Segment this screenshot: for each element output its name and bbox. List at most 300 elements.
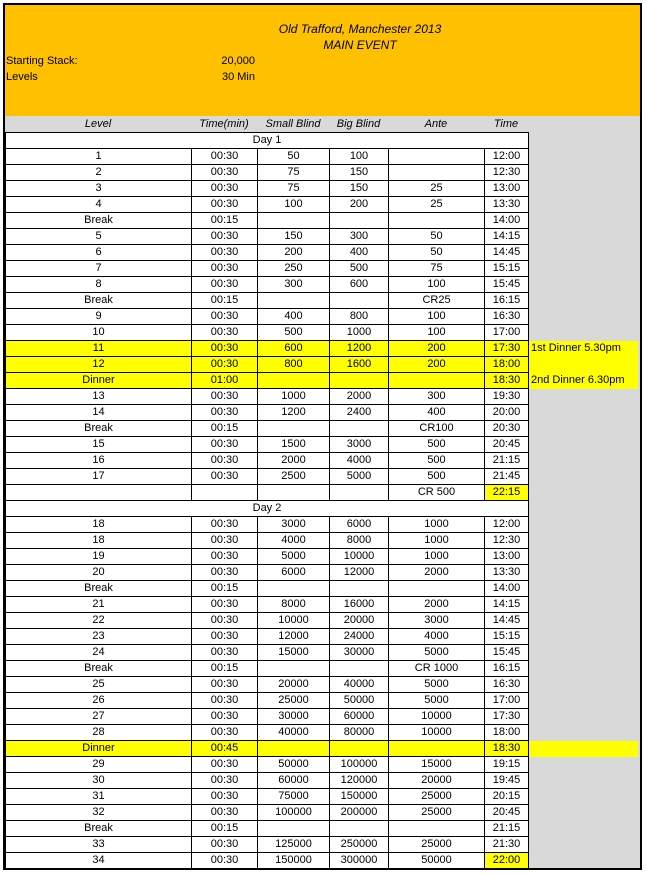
level-cell: 1 bbox=[6, 149, 192, 165]
big-blind-cell: 250000 bbox=[330, 837, 389, 853]
ante-cell bbox=[389, 213, 485, 229]
level-cell: 13 bbox=[6, 389, 192, 405]
ante-cell bbox=[389, 581, 485, 597]
table-row bbox=[6, 757, 639, 773]
duration-cell: 00:15 bbox=[192, 581, 258, 597]
duration-cell: 00:30 bbox=[192, 245, 258, 261]
level-cell: 29 bbox=[6, 757, 192, 773]
ante-cell: 4000 bbox=[389, 629, 485, 645]
duration-cell: 00:15 bbox=[192, 821, 258, 837]
duration-cell: 00:30 bbox=[192, 677, 258, 693]
dinner-note bbox=[529, 805, 639, 821]
small-blind-cell: 3000 bbox=[258, 517, 330, 533]
ante-cell: 50 bbox=[389, 245, 485, 261]
day-label: Day 1 bbox=[6, 133, 529, 149]
duration-cell: 00:30 bbox=[192, 229, 258, 245]
table-row bbox=[6, 565, 639, 581]
table-row bbox=[6, 629, 639, 645]
big-blind-cell bbox=[330, 741, 389, 757]
ante-cell: 15000 bbox=[389, 757, 485, 773]
level-cell: 14 bbox=[6, 405, 192, 421]
duration-cell: 00:30 bbox=[192, 325, 258, 341]
duration-cell: 00:15 bbox=[192, 293, 258, 309]
level-cell bbox=[6, 485, 192, 501]
big-blind-cell: 16000 bbox=[330, 597, 389, 613]
table-row bbox=[6, 613, 639, 629]
start-time-cell: 14:45 bbox=[485, 245, 529, 261]
ante-cell: CR 500 bbox=[389, 485, 485, 501]
level-cell: 20 bbox=[6, 565, 192, 581]
small-blind-cell: 8000 bbox=[258, 597, 330, 613]
table-row bbox=[6, 245, 639, 261]
level-cell: 12 bbox=[6, 357, 192, 373]
duration-cell: 00:30 bbox=[192, 261, 258, 277]
duration-cell: 00:30 bbox=[192, 853, 258, 869]
big-blind-cell: 12000 bbox=[330, 565, 389, 581]
start-time-cell: 13:00 bbox=[485, 549, 529, 565]
levels-value: 30 Min bbox=[221, 71, 255, 83]
col-header-time: Time bbox=[493, 118, 519, 130]
duration-cell: 00:30 bbox=[192, 149, 258, 165]
start-time-cell: 19:45 bbox=[485, 773, 529, 789]
small-blind-cell: 200 bbox=[258, 245, 330, 261]
table-row bbox=[6, 197, 639, 213]
start-time-cell: 14:15 bbox=[485, 229, 529, 245]
dinner-note bbox=[529, 693, 639, 709]
dinner-note bbox=[529, 389, 639, 405]
start-time-cell: 22:15 bbox=[485, 485, 529, 501]
big-blind-cell: 50000 bbox=[330, 693, 389, 709]
big-blind-cell bbox=[330, 213, 389, 229]
small-blind-cell bbox=[258, 661, 330, 677]
dinner-note bbox=[529, 565, 639, 581]
day-header-row bbox=[6, 501, 639, 517]
start-time-cell: 17:00 bbox=[485, 693, 529, 709]
big-blind-cell: 500 bbox=[330, 261, 389, 277]
big-blind-cell bbox=[330, 661, 389, 677]
level-cell: 34 bbox=[6, 853, 192, 869]
dinner-note bbox=[529, 405, 639, 421]
small-blind-cell: 15000 bbox=[258, 645, 330, 661]
table-row bbox=[6, 277, 639, 293]
dinner-note bbox=[529, 197, 639, 213]
ante-cell: 5000 bbox=[389, 677, 485, 693]
start-time-cell: 15:15 bbox=[485, 629, 529, 645]
start-time-cell: 13:30 bbox=[485, 197, 529, 213]
duration-cell: 00:30 bbox=[192, 181, 258, 197]
small-blind-cell: 6000 bbox=[258, 565, 330, 581]
small-blind-cell: 75 bbox=[258, 181, 330, 197]
ante-cell: 25000 bbox=[389, 805, 485, 821]
start-time-cell: 21:45 bbox=[485, 469, 529, 485]
duration-cell: 00:30 bbox=[192, 613, 258, 629]
small-blind-cell: 20000 bbox=[258, 677, 330, 693]
dinner-note bbox=[529, 629, 639, 645]
start-time-cell: 15:45 bbox=[485, 277, 529, 293]
big-blind-cell: 2000 bbox=[330, 389, 389, 405]
big-blind-cell: 20000 bbox=[330, 613, 389, 629]
start-time-cell: 21:15 bbox=[485, 453, 529, 469]
small-blind-cell bbox=[258, 213, 330, 229]
ante-cell: 25000 bbox=[389, 789, 485, 805]
dinner-note: 1st Dinner 5.30pm bbox=[529, 341, 639, 357]
small-blind-cell: 100000 bbox=[258, 805, 330, 821]
ante-cell: 100 bbox=[389, 277, 485, 293]
dinner-note: 2nd Dinner 6.30pm bbox=[529, 373, 639, 389]
start-time-cell: 18:00 bbox=[485, 725, 529, 741]
big-blind-cell: 200 bbox=[330, 197, 389, 213]
level-cell: 25 bbox=[6, 677, 192, 693]
small-blind-cell: 600 bbox=[258, 341, 330, 357]
table-row bbox=[6, 837, 639, 853]
start-time-cell: 17:30 bbox=[485, 341, 529, 357]
level-cell: 24 bbox=[6, 645, 192, 661]
level-cell: Break bbox=[6, 581, 192, 597]
table-row bbox=[6, 149, 639, 165]
start-time-cell: 20:30 bbox=[485, 421, 529, 437]
small-blind-cell bbox=[258, 421, 330, 437]
big-blind-cell bbox=[330, 821, 389, 837]
big-blind-cell bbox=[330, 421, 389, 437]
ante-cell: 25 bbox=[389, 181, 485, 197]
small-blind-cell bbox=[258, 821, 330, 837]
small-blind-cell bbox=[258, 373, 330, 389]
duration-cell: 00:30 bbox=[192, 597, 258, 613]
table-row bbox=[6, 805, 639, 821]
table-row bbox=[6, 325, 639, 341]
header-banner bbox=[5, 5, 640, 116]
start-time-cell: 14:00 bbox=[485, 581, 529, 597]
duration-cell: 00:45 bbox=[192, 741, 258, 757]
dinner-note bbox=[529, 581, 639, 597]
table-row bbox=[6, 533, 639, 549]
small-blind-cell: 2000 bbox=[258, 453, 330, 469]
start-time-cell: 14:45 bbox=[485, 613, 529, 629]
dinner-note bbox=[529, 757, 639, 773]
blind-schedule-table bbox=[5, 132, 639, 869]
start-time-cell: 17:30 bbox=[485, 709, 529, 725]
duration-cell: 00:30 bbox=[192, 469, 258, 485]
level-cell: 18 bbox=[6, 517, 192, 533]
start-time-cell: 21:15 bbox=[485, 821, 529, 837]
duration-cell: 00:15 bbox=[192, 213, 258, 229]
dinner-note bbox=[529, 789, 639, 805]
level-cell: 9 bbox=[6, 309, 192, 325]
level-cell: 19 bbox=[6, 549, 192, 565]
event-subtitle: MAIN EVENT bbox=[323, 38, 397, 52]
table-row bbox=[6, 341, 639, 357]
ante-cell: 10000 bbox=[389, 709, 485, 725]
ante-cell: 500 bbox=[389, 453, 485, 469]
small-blind-cell: 1200 bbox=[258, 405, 330, 421]
small-blind-cell: 10000 bbox=[258, 613, 330, 629]
level-cell: 27 bbox=[6, 709, 192, 725]
table-row bbox=[6, 581, 639, 597]
level-cell: 33 bbox=[6, 837, 192, 853]
duration-cell: 00:30 bbox=[192, 437, 258, 453]
dinner-note bbox=[529, 741, 639, 757]
level-cell: 7 bbox=[6, 261, 192, 277]
table-row bbox=[6, 789, 639, 805]
level-cell: 16 bbox=[6, 453, 192, 469]
start-time-cell: 22:00 bbox=[485, 853, 529, 869]
dinner-note bbox=[529, 181, 639, 197]
dinner-note bbox=[529, 613, 639, 629]
duration-cell: 00:30 bbox=[192, 341, 258, 357]
level-cell: 11 bbox=[6, 341, 192, 357]
small-blind-cell: 400 bbox=[258, 309, 330, 325]
big-blind-cell: 300000 bbox=[330, 853, 389, 869]
schedule-sheet bbox=[3, 3, 642, 870]
level-cell: 26 bbox=[6, 693, 192, 709]
dinner-note bbox=[529, 325, 639, 341]
dinner-note bbox=[529, 661, 639, 677]
ante-cell: 300 bbox=[389, 389, 485, 405]
dinner-note bbox=[529, 533, 639, 549]
big-blind-cell bbox=[330, 485, 389, 501]
small-blind-cell: 25000 bbox=[258, 693, 330, 709]
small-blind-cell: 300 bbox=[258, 277, 330, 293]
table-row bbox=[6, 405, 639, 421]
big-blind-cell: 200000 bbox=[330, 805, 389, 821]
dinner-note bbox=[529, 437, 639, 453]
start-time-cell: 20:15 bbox=[485, 789, 529, 805]
duration-cell: 00:30 bbox=[192, 725, 258, 741]
start-time-cell: 15:15 bbox=[485, 261, 529, 277]
ante-cell: 2000 bbox=[389, 597, 485, 613]
start-time-cell: 21:30 bbox=[485, 837, 529, 853]
ante-cell: 25000 bbox=[389, 837, 485, 853]
table-row bbox=[6, 309, 639, 325]
small-blind-cell: 30000 bbox=[258, 709, 330, 725]
small-blind-cell: 40000 bbox=[258, 725, 330, 741]
start-time-cell: 13:00 bbox=[485, 181, 529, 197]
level-cell: 30 bbox=[6, 773, 192, 789]
big-blind-cell: 120000 bbox=[330, 773, 389, 789]
start-time-cell: 20:45 bbox=[485, 805, 529, 821]
level-cell: Break bbox=[6, 421, 192, 437]
start-time-cell: 12:30 bbox=[485, 165, 529, 181]
dinner-note bbox=[529, 453, 639, 469]
start-time-cell: 12:00 bbox=[485, 517, 529, 533]
level-cell: 17 bbox=[6, 469, 192, 485]
column-header-row bbox=[5, 116, 640, 132]
big-blind-cell: 24000 bbox=[330, 629, 389, 645]
dinner-note bbox=[529, 165, 639, 181]
ante-cell bbox=[389, 149, 485, 165]
ante-cell: 500 bbox=[389, 437, 485, 453]
small-blind-cell: 50 bbox=[258, 149, 330, 165]
duration-cell: 00:30 bbox=[192, 517, 258, 533]
level-cell: 6 bbox=[6, 245, 192, 261]
dinner-note bbox=[529, 549, 639, 565]
table-row bbox=[6, 357, 639, 373]
big-blind-cell: 2400 bbox=[330, 405, 389, 421]
duration-cell: 00:30 bbox=[192, 709, 258, 725]
level-cell: 23 bbox=[6, 629, 192, 645]
start-time-cell: 19:30 bbox=[485, 389, 529, 405]
small-blind-cell: 75000 bbox=[258, 789, 330, 805]
small-blind-cell: 4000 bbox=[258, 533, 330, 549]
dinner-note bbox=[529, 469, 639, 485]
duration-cell: 00:30 bbox=[192, 389, 258, 405]
small-blind-cell: 250 bbox=[258, 261, 330, 277]
start-time-cell: 15:45 bbox=[485, 645, 529, 661]
small-blind-cell: 12000 bbox=[258, 629, 330, 645]
duration-cell: 00:30 bbox=[192, 357, 258, 373]
ante-cell: 25 bbox=[389, 197, 485, 213]
start-time-cell: 16:30 bbox=[485, 309, 529, 325]
big-blind-cell: 1000 bbox=[330, 325, 389, 341]
big-blind-cell: 100 bbox=[330, 149, 389, 165]
big-blind-cell: 150 bbox=[330, 181, 389, 197]
day-label: Day 2 bbox=[6, 501, 529, 517]
table-row bbox=[6, 597, 639, 613]
start-time-cell: 20:00 bbox=[485, 405, 529, 421]
duration-cell: 00:30 bbox=[192, 453, 258, 469]
small-blind-cell: 50000 bbox=[258, 757, 330, 773]
dinner-note bbox=[529, 485, 639, 501]
starting-stack-value: 20,000 bbox=[221, 55, 255, 67]
duration-cell: 00:30 bbox=[192, 837, 258, 853]
ante-cell: 50 bbox=[389, 229, 485, 245]
ante-cell: 50000 bbox=[389, 853, 485, 869]
small-blind-cell bbox=[258, 741, 330, 757]
dinner-note bbox=[529, 309, 639, 325]
col-header-ante: Ante bbox=[424, 118, 448, 130]
level-cell: 22 bbox=[6, 613, 192, 629]
level-cell: 18 bbox=[6, 533, 192, 549]
table-row bbox=[6, 725, 639, 741]
table-row bbox=[6, 293, 639, 309]
ante-cell bbox=[389, 373, 485, 389]
small-blind-cell: 75 bbox=[258, 165, 330, 181]
duration-cell: 00:15 bbox=[192, 661, 258, 677]
duration-cell: 00:30 bbox=[192, 309, 258, 325]
start-time-cell: 19:15 bbox=[485, 757, 529, 773]
small-blind-cell: 125000 bbox=[258, 837, 330, 853]
big-blind-cell bbox=[330, 581, 389, 597]
table-row bbox=[6, 645, 639, 661]
small-blind-cell: 800 bbox=[258, 357, 330, 373]
duration-cell: 00:30 bbox=[192, 789, 258, 805]
level-cell: Dinner bbox=[6, 741, 192, 757]
start-time-cell: 17:00 bbox=[485, 325, 529, 341]
table-row bbox=[6, 437, 639, 453]
ante-cell bbox=[389, 741, 485, 757]
big-blind-cell: 30000 bbox=[330, 645, 389, 661]
level-cell: Break bbox=[6, 293, 192, 309]
table-row bbox=[6, 453, 639, 469]
ante-cell: 10000 bbox=[389, 725, 485, 741]
start-time-cell: 16:30 bbox=[485, 677, 529, 693]
level-cell: Dinner bbox=[6, 373, 192, 389]
level-cell: 28 bbox=[6, 725, 192, 741]
big-blind-cell: 600 bbox=[330, 277, 389, 293]
duration-cell: 00:30 bbox=[192, 645, 258, 661]
duration-cell: 00:30 bbox=[192, 757, 258, 773]
small-blind-cell bbox=[258, 581, 330, 597]
note-cell bbox=[529, 501, 639, 517]
duration-cell: 00:30 bbox=[192, 197, 258, 213]
dinner-note bbox=[529, 421, 639, 437]
start-time-cell: 14:15 bbox=[485, 597, 529, 613]
small-blind-cell: 150000 bbox=[258, 853, 330, 869]
dinner-note bbox=[529, 837, 639, 853]
dinner-note bbox=[529, 597, 639, 613]
col-header-small-blind: Small Blind bbox=[265, 118, 321, 130]
col-header-big-blind: Big Blind bbox=[336, 118, 381, 130]
table-row bbox=[6, 485, 639, 501]
start-time-cell: 16:15 bbox=[485, 661, 529, 677]
table-row bbox=[6, 261, 639, 277]
level-cell: 3 bbox=[6, 181, 192, 197]
duration-cell: 00:30 bbox=[192, 549, 258, 565]
big-blind-cell: 8000 bbox=[330, 533, 389, 549]
duration-cell: 00:30 bbox=[192, 405, 258, 421]
start-time-cell: 16:15 bbox=[485, 293, 529, 309]
start-time-cell: 13:30 bbox=[485, 565, 529, 581]
table-row bbox=[6, 853, 639, 869]
big-blind-cell: 3000 bbox=[330, 437, 389, 453]
start-time-cell: 12:30 bbox=[485, 533, 529, 549]
duration-cell: 00:30 bbox=[192, 277, 258, 293]
table-row bbox=[6, 373, 639, 389]
ante-cell: CR100 bbox=[389, 421, 485, 437]
big-blind-cell: 100000 bbox=[330, 757, 389, 773]
ante-cell: 20000 bbox=[389, 773, 485, 789]
big-blind-cell: 400 bbox=[330, 245, 389, 261]
dinner-note bbox=[529, 261, 639, 277]
start-time-cell: 12:00 bbox=[485, 149, 529, 165]
duration-cell: 00:30 bbox=[192, 693, 258, 709]
level-cell: 31 bbox=[6, 789, 192, 805]
table-row bbox=[6, 421, 639, 437]
ante-cell: 500 bbox=[389, 469, 485, 485]
dinner-note bbox=[529, 725, 639, 741]
big-blind-cell: 6000 bbox=[330, 517, 389, 533]
level-cell: Break bbox=[6, 821, 192, 837]
level-cell: 5 bbox=[6, 229, 192, 245]
dinner-note bbox=[529, 277, 639, 293]
table-row bbox=[6, 549, 639, 565]
start-time-cell: 18:00 bbox=[485, 357, 529, 373]
big-blind-cell: 60000 bbox=[330, 709, 389, 725]
dinner-note bbox=[529, 773, 639, 789]
level-cell: 10 bbox=[6, 325, 192, 341]
small-blind-cell: 500 bbox=[258, 325, 330, 341]
dinner-note bbox=[529, 245, 639, 261]
small-blind-cell: 60000 bbox=[258, 773, 330, 789]
dinner-note bbox=[529, 821, 639, 837]
ante-cell: 100 bbox=[389, 309, 485, 325]
dinner-note bbox=[529, 213, 639, 229]
ante-cell: 200 bbox=[389, 357, 485, 373]
big-blind-cell: 150 bbox=[330, 165, 389, 181]
duration-cell: 00:30 bbox=[192, 533, 258, 549]
small-blind-cell: 100 bbox=[258, 197, 330, 213]
start-time-cell: 18:30 bbox=[485, 741, 529, 757]
dinner-note bbox=[529, 293, 639, 309]
dinner-note bbox=[529, 645, 639, 661]
duration-cell: 00:30 bbox=[192, 805, 258, 821]
table-row bbox=[6, 181, 639, 197]
small-blind-cell: 1000 bbox=[258, 389, 330, 405]
small-blind-cell: 2500 bbox=[258, 469, 330, 485]
ante-cell: 5000 bbox=[389, 645, 485, 661]
ante-cell: CR 1000 bbox=[389, 661, 485, 677]
ante-cell: 1000 bbox=[389, 549, 485, 565]
